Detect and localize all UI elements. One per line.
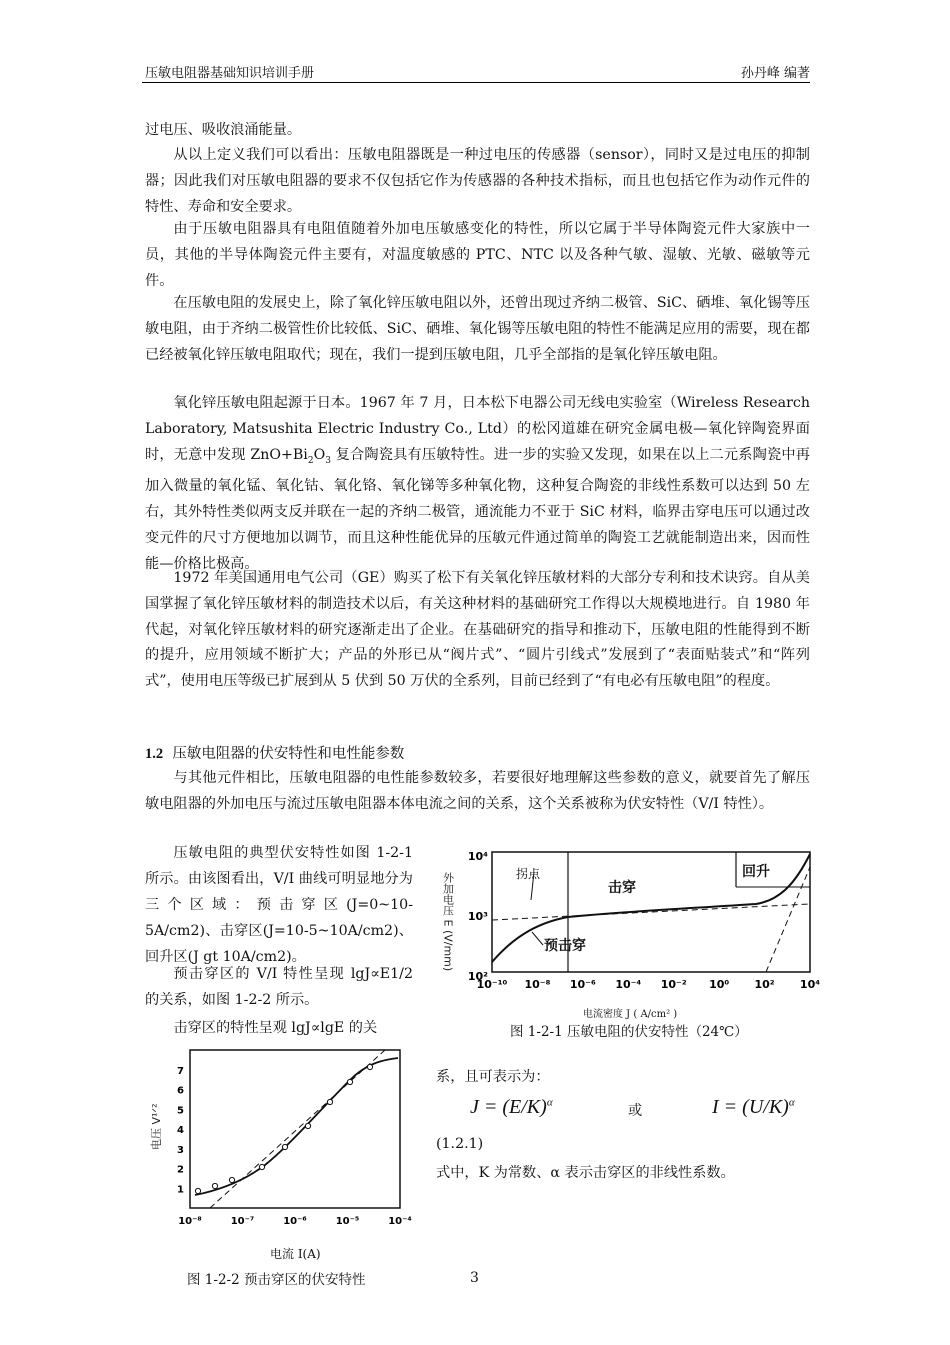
figure-1-2-1 bbox=[436, 842, 826, 1017]
fig2-data-point bbox=[195, 1188, 200, 1193]
fig2-y-tick: 5 bbox=[177, 1105, 184, 1117]
fig1-label-breakdown: 击穿 bbox=[608, 880, 636, 896]
fig2-x-title: 电流 I(A) bbox=[270, 1247, 321, 1261]
equation-number: (1.2.1) bbox=[436, 1136, 484, 1152]
header-author: 孙丹峰 编著 bbox=[740, 66, 810, 81]
narrow-text-a: 压敏电阻的典型伏安特性如图 1-2-1 所示。由该图看出，V/I 曲线可明显地分为三个区域：预击穿区(J=0~10-5A/cm2)、击穿区(J=10-5~10A/cm2)、回升区(J gt 10A/cm2)。 bbox=[145, 845, 413, 965]
fig2-y-tick: 1 bbox=[177, 1184, 184, 1196]
fig1-dash-extension bbox=[492, 904, 810, 920]
fig1-x-tick: 10⁻⁴ bbox=[615, 978, 642, 991]
paragraph-3: 在压敏电阻的发展史上，除了氧化锌压敏电阻以外，还曾出现过齐纳二极管、SiC、硒堆、氧化锡等压敏电阻，由于齐纳二极管性价比较低、SiC、硒堆、氧化锡等压敏电阻的特性不能满足应用的需要，现在都已经被氧化锌压敏电阻取代；现在，我们一提到压敏电阻，几乎全部指的是氧化锌压敏电阻。 bbox=[145, 295, 810, 363]
paragraph-2: 由于压敏电阻器具有电阻值随着外加电压敏感变化的特性，所以它属于半导体陶瓷元件大家族中一员，其他的半导体陶瓷元件主要有，对温度敏感的 PTC、NTC 以及各种气敏、湿敏、光敏、磁敏等元件。 bbox=[145, 221, 810, 289]
fig2-data-point bbox=[347, 1079, 352, 1084]
paragraph-1: 从以上定义我们可以看出：压敏电阻器既是一种过电压的传感器（sensor），同时又是过电压的抑制器；因此我们对压敏电阻器的要求不仅包括它作为传感器的各种技术指标，而且也包括它作为动作元件的特性、寿命和安全要求。 bbox=[145, 147, 810, 215]
fig1-y-tick: 10³ bbox=[467, 910, 488, 923]
fig2-y-title: 电压 V¹ᐟ² bbox=[150, 1103, 163, 1150]
fig2-caption: 图 1-2-2 预击穿区的伏安特性 bbox=[187, 1272, 366, 1288]
paragraph-0: 过电压、吸收浪涌能量。 bbox=[145, 122, 302, 138]
fig2-x-tick: 10⁻⁵ bbox=[335, 1216, 360, 1227]
fig2-x-tick: 10⁻⁸ bbox=[178, 1216, 202, 1227]
fig2-x-tick: 10⁻⁷ bbox=[230, 1216, 255, 1227]
equation-or: 或 bbox=[628, 1103, 643, 1119]
equation-left: $J = (E/K)^\alpha$ bbox=[470, 1096, 553, 1118]
fig2-data-point bbox=[305, 1123, 310, 1128]
fig1-y-tick: 10⁴ bbox=[467, 850, 488, 863]
fig1-y-tick: 10² bbox=[467, 970, 488, 983]
fig2-y-tick: 2 bbox=[177, 1164, 184, 1176]
fig2-y-tick: 4 bbox=[177, 1125, 184, 1136]
figure-1-2-2 bbox=[150, 1040, 420, 1265]
fig1-x-tick: 10⁴ bbox=[799, 978, 821, 991]
fig2-data-point bbox=[259, 1164, 264, 1169]
equation-intro: 系，且可表示为： bbox=[436, 1069, 550, 1085]
fig2-data-point bbox=[212, 1183, 217, 1188]
fig2-x-tick: 10⁻⁶ bbox=[283, 1216, 307, 1227]
page-number: 3 bbox=[470, 1270, 479, 1286]
fig1-label-knee: 拐点 bbox=[516, 867, 541, 881]
narrow-text-c: 击穿区的特性呈观 lgJ∝lgE 的关 bbox=[173, 1020, 378, 1036]
section-heading: 1.2 压敏电阻器的伏安特性和电性能参数 bbox=[145, 746, 405, 762]
fig1-x-tick: 10⁰ bbox=[709, 978, 730, 991]
fig1-y-title: 外加电压 E (V/mm) bbox=[441, 872, 455, 972]
fig2-x-tick: 10⁻⁴ bbox=[388, 1216, 412, 1227]
fig2-data-point bbox=[229, 1177, 234, 1182]
fig1-x-title: 电流密度 J ( A/cm² ) bbox=[583, 1009, 678, 1020]
fig2-y-tick: 6 bbox=[177, 1085, 184, 1097]
fig2-data-point bbox=[367, 1064, 372, 1069]
fig1-label-prebreak: 预击穿 bbox=[544, 938, 586, 954]
fig1-x-tick: 10⁻⁶ bbox=[569, 978, 596, 991]
fig2-plot-frame bbox=[190, 1050, 400, 1208]
fig1-x-tick: 10⁻² bbox=[660, 978, 687, 991]
narrow-text-b: 预击穿区的 V/I 特性呈现 lgJ∝E1/2 的关系，如图 1-2-2 所示。 bbox=[145, 966, 413, 1008]
fig1-x-tick: 10⁻¹⁰ bbox=[476, 978, 508, 991]
header-title: 压敏电阻器基础知识培训手册 bbox=[145, 66, 315, 81]
section-paragraph: 与其他元件相比，压敏电阻器的电性能参数较多，若要很好地理解这些参数的意义，就要首先了解压敏电阻器的外加电压与流过压敏电阻器本体电流之间的关系，这个关系被称为伏安特性（V/I 特性）。 bbox=[145, 770, 810, 812]
fig2-data-point bbox=[327, 1099, 332, 1104]
fig1-x-tick: 10⁻⁸ bbox=[524, 978, 551, 991]
fig1-prebreak-arrow bbox=[532, 932, 543, 945]
fig2-y-tick: 7 bbox=[177, 1065, 184, 1077]
fig2-dash-line bbox=[210, 1050, 385, 1208]
fig1-label-upturn: 回升 bbox=[742, 864, 770, 880]
fig1-caption: 图 1-2-1 压敏电阻的伏安特性（24℃） bbox=[510, 1024, 748, 1040]
fig2-y-tick: 3 bbox=[177, 1144, 184, 1156]
fig1-x-tick: 10² bbox=[754, 978, 775, 991]
equation-where: 式中，K 为常数、α 表示击穿区的非线性系数。 bbox=[436, 1165, 735, 1181]
paragraph-origin: 氧化锌压敏电阻起源于日本。1967 年 7 月，日本松下电器公司无线电实验室（Wireless Research Laboratory, Matsushita Electric Industry Co., Ltd）的松冈道雄在研究金属电极—氧化锌陶瓷界面时，无意中发现 $ZnO+Bi_2O_3$ 复合陶瓷具有压敏特性。进一步的实验又发现，如果在以上二元系陶瓷中再加入微量的氧化锰、氧化钴、氧化铬、氧化锑等多种氧化物，这种复合陶瓷的非线性系数可以达到 50 左右，其外特性类似两支反并联在一起的齐纳二极管，通流能力不亚于 SiC 材料，临界击穿电压可以通过改变元件的尺寸方便地加以调节，而且这种性能优异的压敏元件通过简单的陶瓷工艺就能制造出来，因而性能—价格比极高。 bbox=[145, 395, 810, 572]
header-rule bbox=[142, 82, 810, 83]
fig2-curve bbox=[195, 1058, 398, 1195]
equation-right: $I = (U/K)^\alpha$ bbox=[712, 1096, 795, 1118]
fig2-data-point bbox=[282, 1144, 287, 1149]
fig1-dash-resistive bbox=[766, 867, 810, 972]
paragraph-4: 1972 年美国通用电气公司（GE）购买了松下有关氧化锌压敏材料的大部分专利和技术诀窍。自从美国掌握了氧化锌压敏材料的制造技术以后，有关这种材料的基础研究工作得以大规模地进行。自 1980 年代起，对氧化锌压敏材料的研究逐渐走出了企业。在基础研究的指导和推动下，压敏电阻的性能得到不断的提升，应用领域不断扩大；产品的外形已从“阀片式”、“圆片引线式”发展到了“表面贴装式”和“阵列式”，使用电压等级已扩展到从 5 伏到 50 万伏的全系列，目前已经到了“有电必有压敏电阻”的程度。 bbox=[145, 570, 810, 690]
